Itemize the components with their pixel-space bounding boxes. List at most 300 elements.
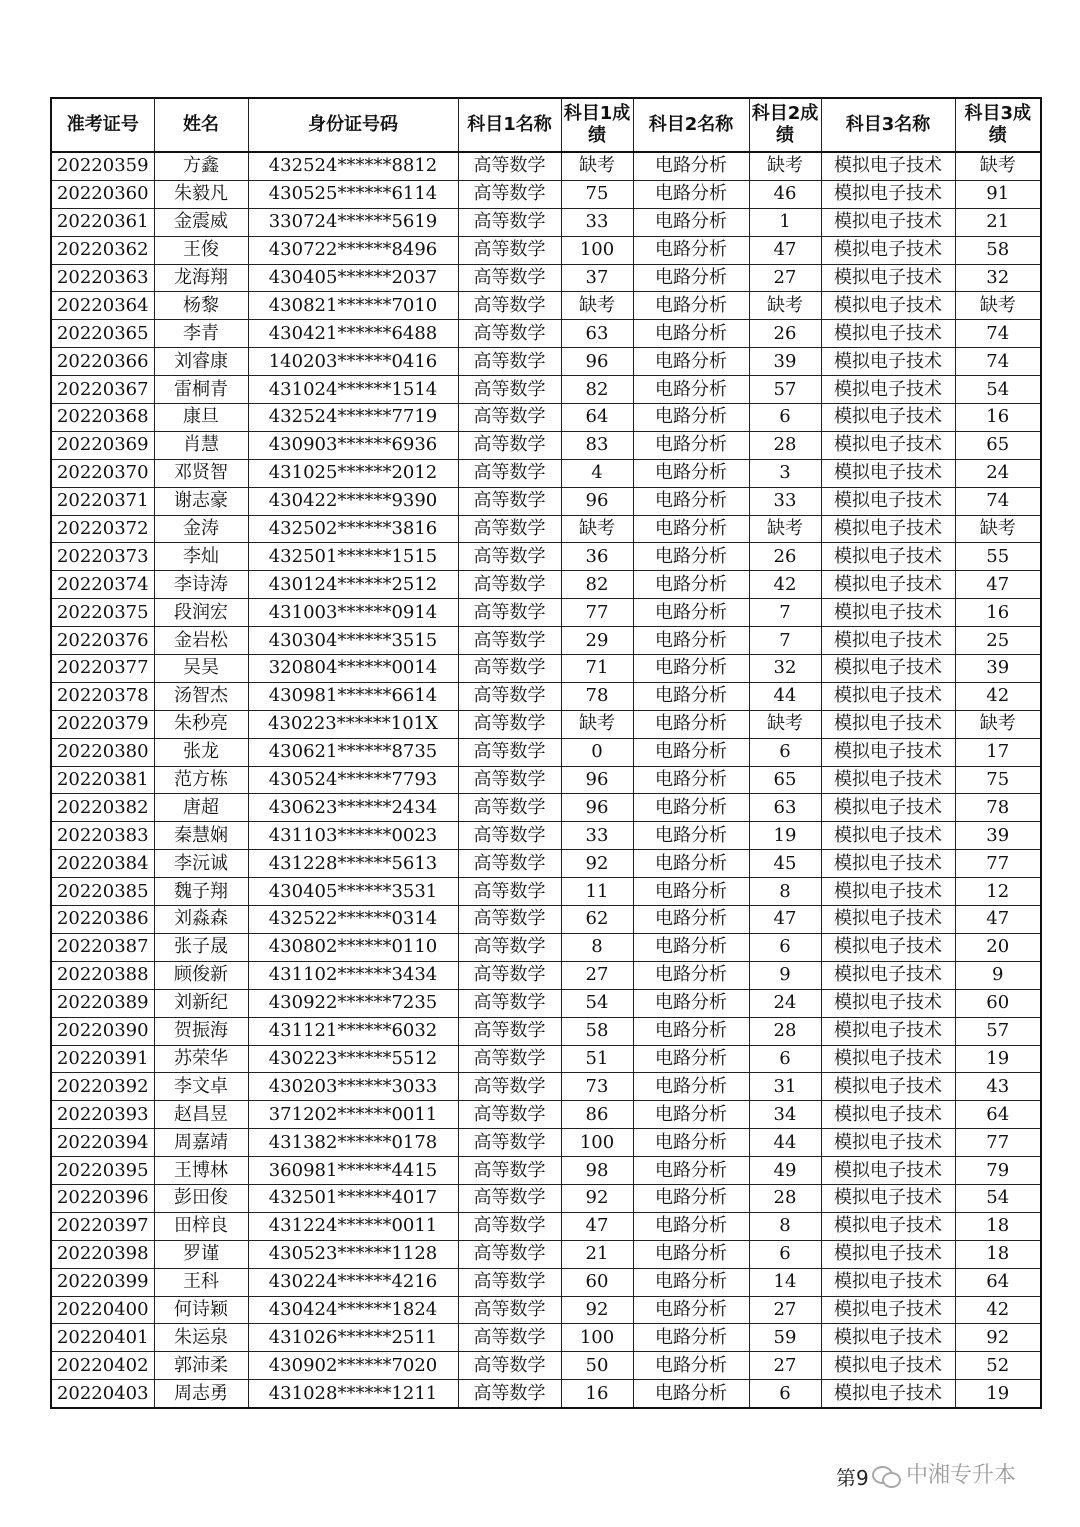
subject2-name-cell: 电路分析 [633, 599, 749, 627]
subject2-name-cell: 电路分析 [633, 264, 749, 292]
subject2-name-cell: 电路分析 [633, 152, 749, 180]
table-row [51, 933, 1041, 961]
id-number-cell: 431026******2511 [248, 1324, 458, 1352]
subject1-name-cell: 高等数学 [458, 1073, 561, 1101]
subject1-name-cell: 高等数学 [458, 208, 561, 236]
subject2-score-cell: 14 [749, 1268, 821, 1296]
table-row [51, 738, 1041, 766]
subject3-score-cell: 64 [955, 1268, 1041, 1296]
subject2-name-cell: 电路分析 [633, 1129, 749, 1157]
subject1-name-cell: 高等数学 [458, 571, 561, 599]
subject3-score-cell: 54 [955, 1184, 1041, 1212]
table-row [51, 822, 1041, 850]
exam-id-cell: 20220380 [51, 738, 154, 766]
subject1-score-cell: 60 [561, 1268, 633, 1296]
subject3-name-cell: 模拟电子技术 [821, 766, 955, 794]
name-cell: 贺振海 [154, 1017, 248, 1045]
subject3-score-cell: 52 [955, 1352, 1041, 1380]
name-cell: 邓贤智 [154, 459, 248, 487]
id-number-cell: 430902******7020 [248, 1352, 458, 1380]
subject3-score-cell: 79 [955, 1157, 1041, 1185]
subject3-name-cell: 模拟电子技术 [821, 1101, 955, 1129]
table-row [51, 655, 1041, 683]
name-cell: 张龙 [154, 738, 248, 766]
subject1-score-cell: 58 [561, 1017, 633, 1045]
exam-id-cell: 20220364 [51, 292, 154, 320]
id-number-cell: 431003******0914 [248, 599, 458, 627]
name-cell: 段润宏 [154, 599, 248, 627]
subject3-score-cell: 58 [955, 236, 1041, 264]
header-cell: 科目1成绩 [561, 98, 633, 152]
subject2-score-cell: 6 [749, 933, 821, 961]
subject3-score-cell: 缺考 [955, 152, 1041, 180]
subject2-score-cell: 缺考 [749, 515, 821, 543]
subject2-score-cell: 26 [749, 320, 821, 348]
subject3-name-cell: 模拟电子技术 [821, 1352, 955, 1380]
subject1-score-cell: 缺考 [561, 152, 633, 180]
exam-id-cell: 20220384 [51, 850, 154, 878]
subject1-score-cell: 4 [561, 459, 633, 487]
table-row [51, 459, 1041, 487]
subject1-score-cell: 51 [561, 1045, 633, 1073]
subject1-score-cell: 82 [561, 376, 633, 404]
subject1-score-cell: 47 [561, 1212, 633, 1240]
subject2-score-cell: 27 [749, 1352, 821, 1380]
subject1-score-cell: 92 [561, 1296, 633, 1324]
name-cell: 杨黎 [154, 292, 248, 320]
subject1-score-cell: 0 [561, 738, 633, 766]
subject1-name-cell: 高等数学 [458, 878, 561, 906]
subject3-name-cell: 模拟电子技术 [821, 1073, 955, 1101]
subject2-score-cell: 34 [749, 1101, 821, 1129]
exam-id-cell: 20220385 [51, 878, 154, 906]
subject2-name-cell: 电路分析 [633, 515, 749, 543]
subject1-score-cell: 16 [561, 1380, 633, 1408]
subject2-name-cell: 电路分析 [633, 1157, 749, 1185]
subject1-name-cell: 高等数学 [458, 1101, 561, 1129]
id-number-cell: 432501******4017 [248, 1184, 458, 1212]
name-cell: 范方栋 [154, 766, 248, 794]
name-cell: 张子晟 [154, 933, 248, 961]
exam-id-cell: 20220391 [51, 1045, 154, 1073]
exam-id-cell: 20220379 [51, 710, 154, 738]
exam-id-cell: 20220359 [51, 152, 154, 180]
subject2-score-cell: 33 [749, 487, 821, 515]
header-cell: 身份证号码 [248, 98, 458, 152]
name-cell: 方鑫 [154, 152, 248, 180]
subject1-score-cell: 92 [561, 850, 633, 878]
subject3-score-cell: 65 [955, 431, 1041, 459]
subject3-score-cell: 缺考 [955, 710, 1041, 738]
subject2-score-cell: 28 [749, 431, 821, 459]
subject2-name-cell: 电路分析 [633, 1324, 749, 1352]
name-cell: 何诗颖 [154, 1296, 248, 1324]
subject3-name-cell: 模拟电子技术 [821, 208, 955, 236]
subject2-score-cell: 49 [749, 1157, 821, 1185]
subject3-name-cell: 模拟电子技术 [821, 1129, 955, 1157]
subject2-name-cell: 电路分析 [633, 292, 749, 320]
subject3-name-cell: 模拟电子技术 [821, 906, 955, 934]
subject3-score-cell: 54 [955, 376, 1041, 404]
subject1-score-cell: 100 [561, 236, 633, 264]
subject1-name-cell: 高等数学 [458, 822, 561, 850]
subject2-name-cell: 电路分析 [633, 1240, 749, 1268]
subject2-score-cell: 9 [749, 961, 821, 989]
subject2-score-cell: 46 [749, 180, 821, 208]
name-cell: 金震威 [154, 208, 248, 236]
subject1-score-cell: 78 [561, 682, 633, 710]
name-cell: 雷桐青 [154, 376, 248, 404]
subject3-name-cell: 模拟电子技术 [821, 320, 955, 348]
subject3-name-cell: 模拟电子技术 [821, 627, 955, 655]
subject3-name-cell: 模拟电子技术 [821, 152, 955, 180]
subject3-name-cell: 模拟电子技术 [821, 822, 955, 850]
subject3-score-cell: 18 [955, 1212, 1041, 1240]
subject3-score-cell: 19 [955, 1380, 1041, 1408]
subject1-name-cell: 高等数学 [458, 933, 561, 961]
subject2-score-cell: 42 [749, 571, 821, 599]
subject3-name-cell: 模拟电子技术 [821, 515, 955, 543]
name-cell: 田梓良 [154, 1212, 248, 1240]
subject1-score-cell: 缺考 [561, 710, 633, 738]
subject1-score-cell: 71 [561, 655, 633, 683]
table-row [51, 1212, 1041, 1240]
subject1-score-cell: 96 [561, 766, 633, 794]
header-cell: 科目2名称 [633, 98, 749, 152]
name-cell: 李青 [154, 320, 248, 348]
subject1-score-cell: 11 [561, 878, 633, 906]
subject1-name-cell: 高等数学 [458, 236, 561, 264]
header-cell: 准考证号 [51, 98, 154, 152]
table-row [51, 1268, 1041, 1296]
subject2-name-cell: 电路分析 [633, 1352, 749, 1380]
subject2-score-cell: 24 [749, 989, 821, 1017]
table-row [51, 766, 1041, 794]
subject1-score-cell: 33 [561, 208, 633, 236]
header-cell: 科目3成绩 [955, 98, 1041, 152]
subject3-name-cell: 模拟电子技术 [821, 878, 955, 906]
name-cell: 朱毅凡 [154, 180, 248, 208]
table-row [51, 906, 1041, 934]
exam-id-cell: 20220361 [51, 208, 154, 236]
table-body [51, 152, 1041, 1408]
id-number-cell: 430524******7793 [248, 766, 458, 794]
id-number-cell: 432524******7719 [248, 404, 458, 432]
subject2-score-cell: 缺考 [749, 292, 821, 320]
watermark-text: 中湘专升本 [906, 1463, 1017, 1488]
name-cell: 肖慧 [154, 431, 248, 459]
table-row [51, 404, 1041, 432]
subject2-name-cell: 电路分析 [633, 1380, 749, 1408]
table-row [51, 236, 1041, 264]
exam-id-cell: 20220363 [51, 264, 154, 292]
subject2-score-cell: 7 [749, 599, 821, 627]
subject1-score-cell: 缺考 [561, 515, 633, 543]
exam-id-cell: 20220367 [51, 376, 154, 404]
subject1-score-cell: 92 [561, 1184, 633, 1212]
subject3-name-cell: 模拟电子技术 [821, 710, 955, 738]
subject2-name-cell: 电路分析 [633, 682, 749, 710]
subject3-score-cell: 39 [955, 655, 1041, 683]
subject1-score-cell: 29 [561, 627, 633, 655]
subject2-score-cell: 59 [749, 1324, 821, 1352]
subject1-name-cell: 高等数学 [458, 989, 561, 1017]
subject3-score-cell: 77 [955, 850, 1041, 878]
id-number-cell: 431102******3434 [248, 961, 458, 989]
name-cell: 李沅诚 [154, 850, 248, 878]
exam-id-cell: 20220394 [51, 1129, 154, 1157]
subject1-score-cell: 64 [561, 404, 633, 432]
subject1-name-cell: 高等数学 [458, 543, 561, 571]
subject1-name-cell: 高等数学 [458, 515, 561, 543]
subject3-name-cell: 模拟电子技术 [821, 1017, 955, 1045]
subject2-name-cell: 电路分析 [633, 1268, 749, 1296]
subject3-score-cell: 55 [955, 543, 1041, 571]
subject1-score-cell: 21 [561, 1240, 633, 1268]
name-cell: 李文卓 [154, 1073, 248, 1101]
wechat-icon [872, 1464, 902, 1488]
subject1-name-cell: 高等数学 [458, 1157, 561, 1185]
table-row [51, 1073, 1041, 1101]
subject2-name-cell: 电路分析 [633, 655, 749, 683]
id-number-cell: 432522******0314 [248, 906, 458, 934]
subject3-name-cell: 模拟电子技术 [821, 1184, 955, 1212]
subject2-score-cell: 28 [749, 1017, 821, 1045]
subject2-name-cell: 电路分析 [633, 933, 749, 961]
exam-id-cell: 20220387 [51, 933, 154, 961]
subject2-name-cell: 电路分析 [633, 1184, 749, 1212]
table-row [51, 1101, 1041, 1129]
name-cell: 刘睿康 [154, 348, 248, 376]
id-number-cell: 431103******0023 [248, 822, 458, 850]
exam-id-cell: 20220372 [51, 515, 154, 543]
subject3-name-cell: 模拟电子技术 [821, 850, 955, 878]
subject2-score-cell: 32 [749, 655, 821, 683]
subject3-name-cell: 模拟电子技术 [821, 682, 955, 710]
id-number-cell: 431024******1514 [248, 376, 458, 404]
subject3-name-cell: 模拟电子技术 [821, 933, 955, 961]
exam-id-cell: 20220389 [51, 989, 154, 1017]
name-cell: 李诗涛 [154, 571, 248, 599]
subject3-name-cell: 模拟电子技术 [821, 236, 955, 264]
id-number-cell: 430421******6488 [248, 320, 458, 348]
subject1-name-cell: 高等数学 [458, 376, 561, 404]
name-cell: 汤智杰 [154, 682, 248, 710]
subject3-score-cell: 60 [955, 989, 1041, 1017]
id-number-cell: 360981******4415 [248, 1157, 458, 1185]
subject1-name-cell: 高等数学 [458, 348, 561, 376]
subject3-name-cell: 模拟电子技术 [821, 599, 955, 627]
exam-id-cell: 20220386 [51, 906, 154, 934]
exam-id-cell: 20220402 [51, 1352, 154, 1380]
id-number-cell: 430981******6614 [248, 682, 458, 710]
subject1-name-cell: 高等数学 [458, 599, 561, 627]
subject2-score-cell: 44 [749, 682, 821, 710]
subject2-name-cell: 电路分析 [633, 1101, 749, 1129]
id-number-cell: 431028******1211 [248, 1380, 458, 1408]
id-number-cell: 430722******8496 [248, 236, 458, 264]
table-row [51, 1157, 1041, 1185]
page-number: 第9 [836, 1466, 869, 1490]
subject1-name-cell: 高等数学 [458, 1352, 561, 1380]
subject3-score-cell: 74 [955, 487, 1041, 515]
name-cell: 康旦 [154, 404, 248, 432]
subject1-name-cell: 高等数学 [458, 682, 561, 710]
id-number-cell: 431228******5613 [248, 850, 458, 878]
subject1-name-cell: 高等数学 [458, 906, 561, 934]
exam-id-cell: 20220390 [51, 1017, 154, 1045]
subject1-name-cell: 高等数学 [458, 655, 561, 683]
subject2-score-cell: 28 [749, 1184, 821, 1212]
subject1-score-cell: 82 [561, 571, 633, 599]
subject1-score-cell: 96 [561, 487, 633, 515]
id-number-cell: 430525******6114 [248, 180, 458, 208]
subject2-score-cell: 65 [749, 766, 821, 794]
subject1-score-cell: 54 [561, 989, 633, 1017]
subject2-name-cell: 电路分析 [633, 320, 749, 348]
name-cell: 苏荣华 [154, 1045, 248, 1073]
subject1-name-cell: 高等数学 [458, 180, 561, 208]
subject3-name-cell: 模拟电子技术 [821, 1045, 955, 1073]
name-cell: 彭田俊 [154, 1184, 248, 1212]
id-number-cell: 140203******0416 [248, 348, 458, 376]
subject2-score-cell: 26 [749, 543, 821, 571]
subject1-score-cell: 96 [561, 794, 633, 822]
subject3-score-cell: 32 [955, 264, 1041, 292]
subject3-name-cell: 模拟电子技术 [821, 404, 955, 432]
table-row [51, 208, 1041, 236]
subject1-name-cell: 高等数学 [458, 738, 561, 766]
name-cell: 秦慧娴 [154, 822, 248, 850]
exam-id-cell: 20220393 [51, 1101, 154, 1129]
subject1-name-cell: 高等数学 [458, 1240, 561, 1268]
table-row [51, 878, 1041, 906]
subject2-name-cell: 电路分析 [633, 1045, 749, 1073]
subject2-name-cell: 电路分析 [633, 850, 749, 878]
subject3-score-cell: 47 [955, 571, 1041, 599]
subject1-name-cell: 高等数学 [458, 431, 561, 459]
subject3-score-cell: 74 [955, 348, 1041, 376]
subject2-name-cell: 电路分析 [633, 1212, 749, 1240]
subject1-score-cell: 33 [561, 822, 633, 850]
header-cell: 科目2成绩 [749, 98, 821, 152]
subject1-score-cell: 86 [561, 1101, 633, 1129]
subject1-score-cell: 83 [561, 431, 633, 459]
id-number-cell: 430224******4216 [248, 1268, 458, 1296]
subject2-score-cell: 8 [749, 878, 821, 906]
exam-id-cell: 20220401 [51, 1324, 154, 1352]
subject3-score-cell: 42 [955, 1296, 1041, 1324]
subject3-score-cell: 18 [955, 1240, 1041, 1268]
table-row [51, 376, 1041, 404]
subject1-name-cell: 高等数学 [458, 404, 561, 432]
subject3-score-cell: 74 [955, 320, 1041, 348]
subject2-score-cell: 47 [749, 906, 821, 934]
name-cell: 金岩松 [154, 627, 248, 655]
id-number-cell: 430304******3515 [248, 627, 458, 655]
id-number-cell: 432502******3816 [248, 515, 458, 543]
id-number-cell: 371202******0011 [248, 1101, 458, 1129]
id-number-cell: 430203******3033 [248, 1073, 458, 1101]
subject2-name-cell: 电路分析 [633, 766, 749, 794]
subject1-score-cell: 75 [561, 180, 633, 208]
subject3-name-cell: 模拟电子技术 [821, 487, 955, 515]
exam-id-cell: 20220370 [51, 459, 154, 487]
subject3-score-cell: 21 [955, 208, 1041, 236]
subject2-score-cell: 44 [749, 1129, 821, 1157]
table-row [51, 1324, 1041, 1352]
exam-id-cell: 20220382 [51, 794, 154, 822]
exam-id-cell: 20220366 [51, 348, 154, 376]
table-row [51, 794, 1041, 822]
subject3-name-cell: 模拟电子技术 [821, 1212, 955, 1240]
subject2-name-cell: 电路分析 [633, 431, 749, 459]
table-row [51, 487, 1041, 515]
header-cell: 姓名 [154, 98, 248, 152]
header-cell: 科目1名称 [458, 98, 561, 152]
subject3-name-cell: 模拟电子技术 [821, 180, 955, 208]
subject1-name-cell: 高等数学 [458, 459, 561, 487]
name-cell: 赵昌昱 [154, 1101, 248, 1129]
subject2-score-cell: 6 [749, 1380, 821, 1408]
exam-id-cell: 20220395 [51, 1157, 154, 1185]
subject3-name-cell: 模拟电子技术 [821, 459, 955, 487]
subject2-name-cell: 电路分析 [633, 348, 749, 376]
table-row [51, 264, 1041, 292]
subject3-score-cell: 25 [955, 627, 1041, 655]
subject1-score-cell: 98 [561, 1157, 633, 1185]
subject2-score-cell: 缺考 [749, 710, 821, 738]
table-row [51, 348, 1041, 376]
subject2-name-cell: 电路分析 [633, 1073, 749, 1101]
subject1-name-cell: 高等数学 [458, 794, 561, 822]
exam-id-cell: 20220392 [51, 1073, 154, 1101]
subject3-score-cell: 16 [955, 404, 1041, 432]
exam-id-cell: 20220375 [51, 599, 154, 627]
subject2-score-cell: 3 [749, 459, 821, 487]
subject1-score-cell: 50 [561, 1352, 633, 1380]
subject2-name-cell: 电路分析 [633, 878, 749, 906]
id-number-cell: 431025******2012 [248, 459, 458, 487]
id-number-cell: 431121******6032 [248, 1017, 458, 1045]
subject3-score-cell: 43 [955, 1073, 1041, 1101]
subject3-name-cell: 模拟电子技术 [821, 1240, 955, 1268]
id-number-cell: 430621******8735 [248, 738, 458, 766]
subject3-name-cell: 模拟电子技术 [821, 1380, 955, 1408]
name-cell: 刘淼森 [154, 906, 248, 934]
subject3-score-cell: 19 [955, 1045, 1041, 1073]
subject1-score-cell: 62 [561, 906, 633, 934]
id-number-cell: 430422******9390 [248, 487, 458, 515]
exam-id-cell: 20220398 [51, 1240, 154, 1268]
table-row [51, 850, 1041, 878]
subject3-score-cell: 92 [955, 1324, 1041, 1352]
subject1-name-cell: 高等数学 [458, 487, 561, 515]
subject2-name-cell: 电路分析 [633, 627, 749, 655]
name-cell: 郭沛柔 [154, 1352, 248, 1380]
id-number-cell: 330724******5619 [248, 208, 458, 236]
subject3-name-cell: 模拟电子技术 [821, 348, 955, 376]
name-cell: 朱运泉 [154, 1324, 248, 1352]
exam-id-cell: 20220365 [51, 320, 154, 348]
subject1-name-cell: 高等数学 [458, 320, 561, 348]
score-table [50, 97, 1042, 1409]
id-number-cell: 432524******8812 [248, 152, 458, 180]
subject2-name-cell: 电路分析 [633, 404, 749, 432]
table-row [51, 431, 1041, 459]
table-row [51, 180, 1041, 208]
table-row [51, 543, 1041, 571]
